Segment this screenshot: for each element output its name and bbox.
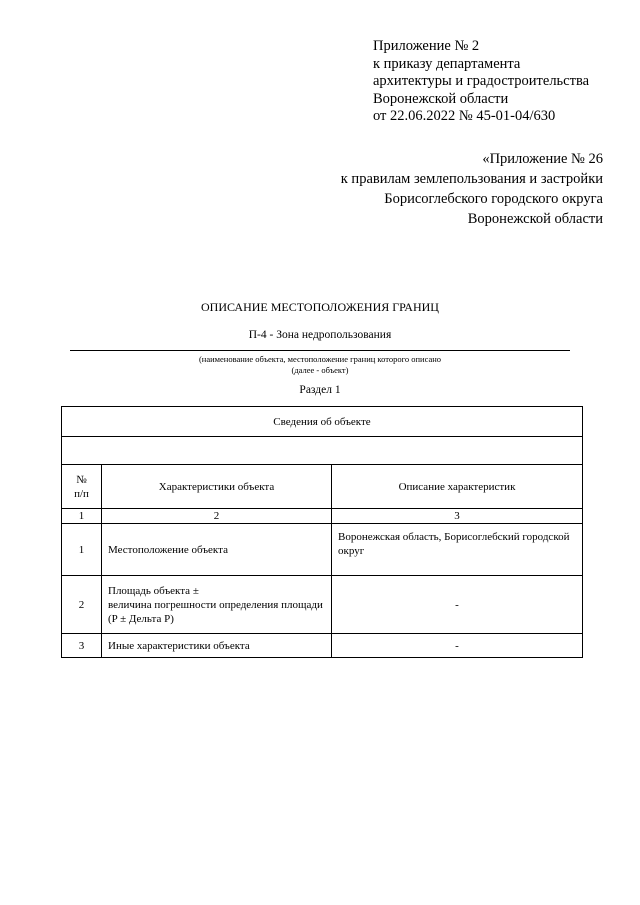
table-caption-row <box>62 407 583 437</box>
table-row <box>62 634 583 658</box>
row-description: - <box>332 576 583 634</box>
column-number-row <box>62 509 583 524</box>
row-description: - <box>332 634 583 658</box>
document-title: ОПИСАНИЕ МЕСТОПОЛОЖЕНИЯ ГРАНИЦ <box>201 300 439 314</box>
note-line: (наименование объекта, местоположение границ которого описано <box>198 354 442 364</box>
object-note <box>0 354 640 376</box>
table-row <box>62 576 583 634</box>
table-row <box>62 524 583 576</box>
appendix-line: Воронежской области <box>373 90 509 107</box>
header-characteristic: Характеристики объекта <box>102 465 332 509</box>
row-number: 3 <box>62 634 102 658</box>
underline-divider <box>70 350 570 351</box>
column-number: 1 <box>62 509 102 524</box>
object-info-table <box>61 406 583 658</box>
rules-line: Воронежской области <box>467 211 603 227</box>
appendix-line: к приказу департамента <box>373 55 521 72</box>
header-number: № п/п <box>62 465 102 509</box>
table-empty-row <box>62 437 583 465</box>
appendix-line: от 22.06.2022 № 45-01-04/630 <box>373 108 556 124</box>
column-number: 3 <box>332 509 583 524</box>
appendix-header <box>373 38 589 126</box>
column-number: 2 <box>102 509 332 524</box>
note-line: (далее - объект) <box>291 365 349 375</box>
rules-line: Борисоглебского городского округа <box>384 191 603 207</box>
row-description: Воронежская область, Борисоглебский городской округ <box>332 524 583 576</box>
appendix-line: архитектуры и градостроительства <box>373 73 590 89</box>
object-name: П-4 - Зона недропользования <box>248 329 392 341</box>
table-header-row <box>62 465 583 509</box>
rules-line: к правилам землепользования и застройки <box>340 171 603 187</box>
header-description: Описание характеристик <box>332 465 583 509</box>
row-number: 1 <box>62 524 102 576</box>
rules-line: «Приложение № 26 <box>482 151 603 167</box>
rules-header <box>341 149 603 229</box>
row-characteristic: Площадь объекта ± величина погрешности определения площади (P ± Дельта P) <box>102 576 332 634</box>
row-characteristic: Местоположение объекта <box>102 524 332 576</box>
empty-cell <box>62 437 583 465</box>
row-characteristic: Иные характеристики объекта <box>102 634 332 658</box>
section-title: Раздел 1 <box>299 384 341 396</box>
row-number: 2 <box>62 576 102 634</box>
appendix-line: Приложение № 2 <box>373 38 480 54</box>
table-caption: Сведения об объекте <box>62 407 583 437</box>
